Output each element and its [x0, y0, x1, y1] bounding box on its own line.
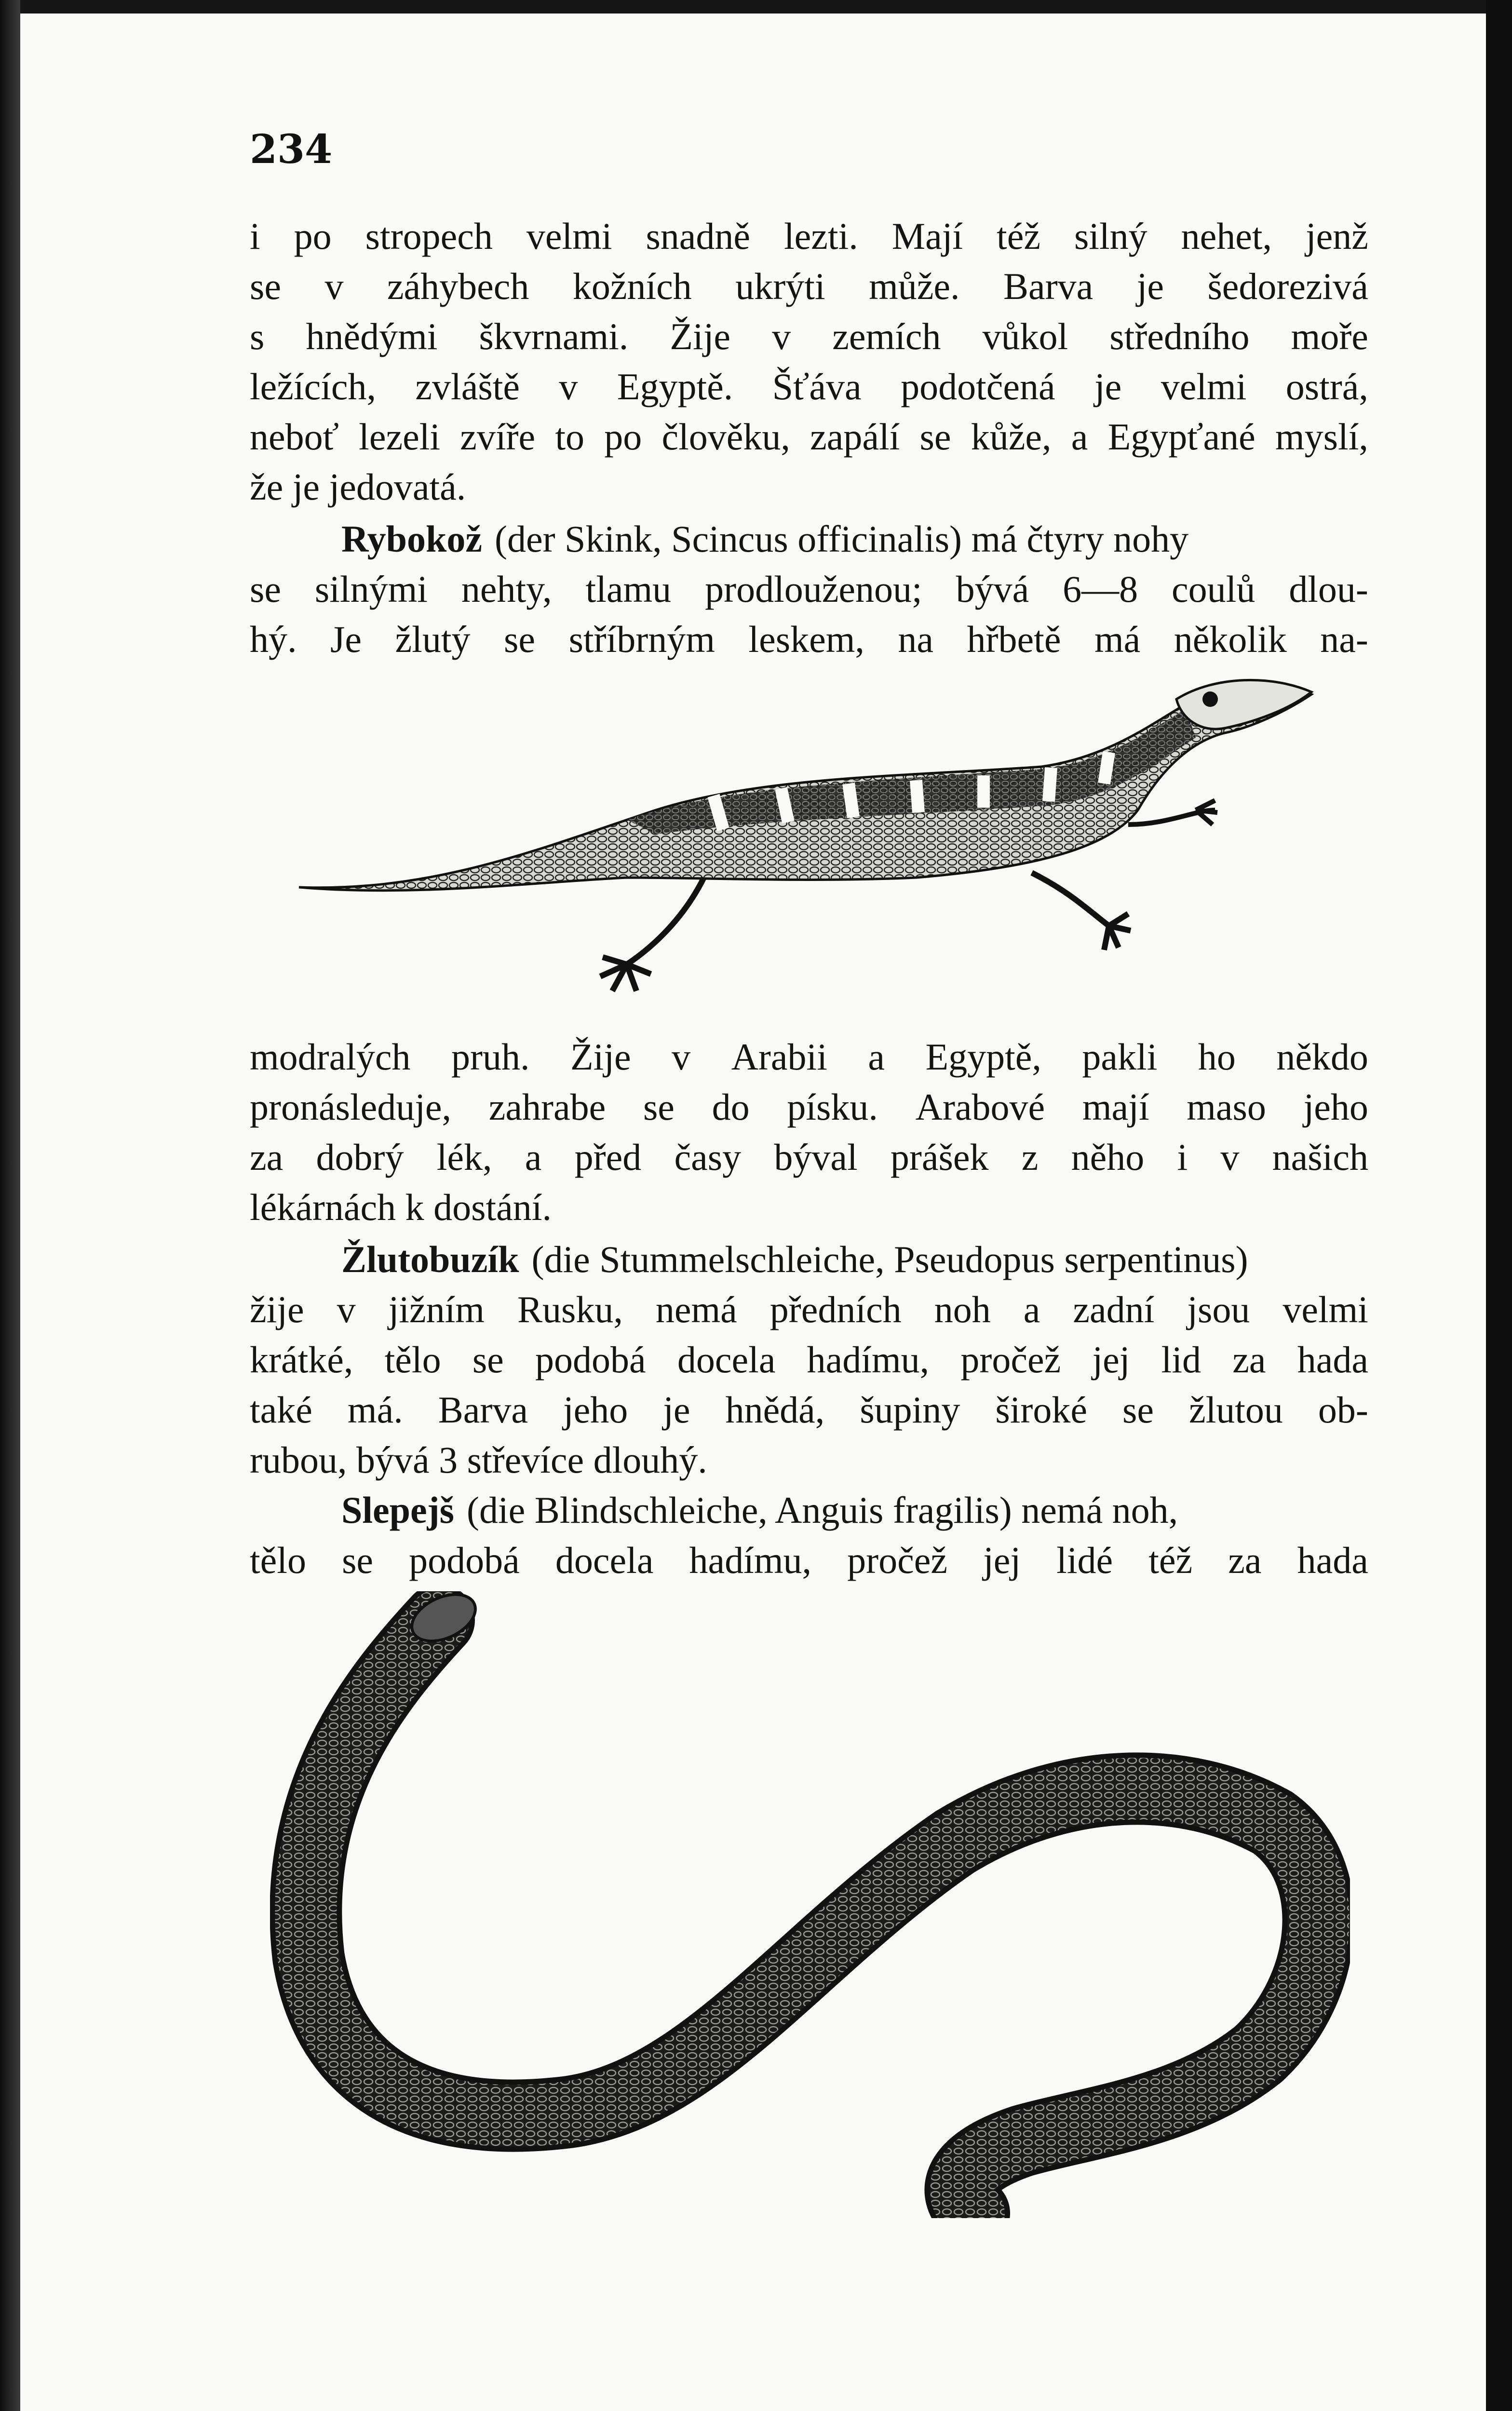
- word: ležících,: [250, 366, 376, 407]
- paragraph-zlutobuzik: [250, 1234, 1368, 1485]
- word: časy: [674, 1136, 742, 1178]
- word: také: [250, 1389, 312, 1431]
- word: předních: [770, 1288, 902, 1330]
- text-line: [250, 211, 1368, 261]
- text-line: [250, 1285, 1368, 1335]
- word: Mají: [891, 215, 963, 257]
- word: mají: [1082, 1086, 1149, 1128]
- word: Rusku,: [517, 1288, 623, 1330]
- word: neboť: [250, 416, 339, 458]
- word: je: [1136, 265, 1164, 307]
- word: na-: [1320, 618, 1368, 660]
- entry-heading-zlutobuzik: Žlutobuzík: [341, 1238, 519, 1280]
- word: jej: [983, 1539, 1021, 1581]
- word: před: [574, 1136, 642, 1178]
- text-line: lékárnách k dostání.: [250, 1186, 552, 1228]
- text-line: [250, 1234, 1368, 1285]
- text-line: [250, 1132, 1368, 1182]
- word: docela: [677, 1339, 776, 1381]
- word: hada: [1297, 1539, 1368, 1581]
- word: po: [604, 416, 642, 458]
- word: Arabii: [731, 1036, 827, 1078]
- word: ostrá,: [1285, 366, 1368, 407]
- word: v: [559, 366, 578, 407]
- word: lék,: [436, 1136, 492, 1178]
- word: myslí,: [1275, 416, 1368, 458]
- text-line: [250, 1335, 1368, 1385]
- word: záhybech: [387, 265, 529, 307]
- text-span: (die Blindschleiche, Anguis fragilis) nemá noh,: [467, 1489, 1178, 1531]
- word: se: [1122, 1389, 1154, 1431]
- word: velmi: [1161, 366, 1247, 407]
- word: šupiny: [860, 1389, 960, 1431]
- word: snadně: [646, 215, 751, 257]
- word: zadní: [1073, 1288, 1155, 1330]
- word: pronásleduje,: [250, 1086, 452, 1128]
- scan-right-edge: [1486, 0, 1512, 2411]
- word: po: [294, 215, 332, 257]
- word: nehet,: [1181, 215, 1272, 257]
- word: býval: [774, 1136, 858, 1178]
- word: moře: [1291, 315, 1368, 357]
- word: žlutou: [1188, 1389, 1283, 1431]
- text-line: [250, 1082, 1368, 1132]
- text-line: [250, 1535, 1368, 1585]
- word: se: [342, 1539, 374, 1581]
- word: a: [1071, 416, 1088, 458]
- skink-rear-leg-left: [600, 878, 704, 991]
- word: velmi: [1282, 1288, 1368, 1330]
- word: krátké,: [250, 1339, 353, 1381]
- skink-rear-leg-right: [1032, 873, 1131, 950]
- word: též: [997, 215, 1040, 257]
- word: široké: [995, 1389, 1087, 1431]
- word: maso: [1187, 1086, 1266, 1128]
- word: lid: [1161, 1339, 1201, 1381]
- entry-heading-slepejs: Slepejš: [341, 1489, 454, 1531]
- word: něho: [1071, 1136, 1145, 1178]
- word: s: [250, 315, 265, 357]
- word: se: [250, 568, 281, 610]
- word: hada: [1297, 1339, 1368, 1381]
- word: nehty,: [461, 568, 552, 610]
- word: ob-: [1318, 1389, 1368, 1431]
- text-line: [250, 514, 1368, 564]
- word: jeho: [1303, 1086, 1368, 1128]
- word: hadímu,: [807, 1339, 930, 1381]
- word: se: [643, 1086, 675, 1128]
- word: Barva: [1003, 265, 1094, 307]
- skink-head: [1176, 680, 1311, 729]
- word: je: [663, 1389, 690, 1431]
- word: hadímu,: [689, 1539, 812, 1581]
- word: silnými: [314, 568, 428, 610]
- paragraph-rybokoz-continued: [250, 1032, 1368, 1233]
- text-line: [250, 1385, 1368, 1435]
- word: i: [1177, 1136, 1188, 1178]
- word: žlutý: [395, 618, 471, 660]
- slow-worm-illustration: [270, 1591, 1350, 2218]
- word: je: [1094, 366, 1122, 407]
- word: leskem,: [748, 618, 864, 660]
- text-line: [250, 362, 1368, 412]
- word: i: [250, 215, 260, 257]
- word: noh: [934, 1288, 991, 1330]
- word: hnědými: [306, 315, 438, 357]
- word: Barva: [438, 1389, 528, 1431]
- word: lezeli: [359, 416, 441, 458]
- word: za: [1228, 1539, 1262, 1581]
- page-number: 234: [250, 126, 333, 173]
- word: nemá: [655, 1288, 737, 1330]
- skink-eye: [1202, 691, 1218, 707]
- word: dlou-: [1289, 568, 1368, 610]
- word: má: [1094, 618, 1141, 660]
- word: pakli: [1082, 1036, 1158, 1078]
- word: tělo: [384, 1339, 441, 1381]
- word: dobrý: [316, 1136, 404, 1178]
- word: v: [324, 265, 344, 307]
- word: jsou: [1187, 1288, 1250, 1330]
- word: pruh.: [451, 1036, 530, 1078]
- word: podotčená: [901, 366, 1055, 407]
- word: tlamu: [585, 568, 672, 610]
- word: pročež: [960, 1339, 1061, 1381]
- word: v: [772, 315, 791, 357]
- word: Šťáva: [772, 366, 862, 407]
- word: stropech: [365, 215, 493, 257]
- word: se: [472, 1339, 504, 1381]
- word: zvíře: [460, 416, 536, 458]
- word: to: [555, 416, 585, 458]
- word: několik: [1174, 618, 1287, 660]
- word: a: [868, 1036, 885, 1078]
- word: na: [898, 618, 934, 660]
- paragraph-continuation: [250, 211, 1368, 512]
- word: zvláště: [415, 366, 520, 407]
- word: někdo: [1276, 1036, 1368, 1078]
- word: v: [337, 1288, 356, 1330]
- text-line: že je jedovatá.: [250, 466, 466, 508]
- text-line: [250, 614, 1368, 664]
- word: se: [919, 416, 951, 458]
- word: bývá: [956, 568, 1029, 610]
- word: Je: [330, 618, 362, 660]
- text-line: [250, 564, 1368, 614]
- word: zapálí: [810, 416, 900, 458]
- text-span: (der Skink, Scincus officinalis) má čtyry nohy: [494, 518, 1189, 560]
- word: Žije: [670, 315, 731, 357]
- word: ukrýti: [735, 265, 825, 307]
- word: středního: [1109, 315, 1250, 357]
- word: Egyptě.: [617, 366, 733, 407]
- skink-illustration: [289, 665, 1321, 1032]
- word: docela: [555, 1539, 654, 1581]
- word: jenž: [1306, 215, 1368, 257]
- word: zahrabe: [488, 1086, 606, 1128]
- word: hý.: [250, 618, 297, 660]
- word: Arabové: [915, 1086, 1045, 1128]
- word: jižním: [388, 1288, 485, 1330]
- word: jej: [1092, 1339, 1130, 1381]
- word: pročež: [847, 1539, 947, 1581]
- scan-left-edge: [0, 0, 20, 2411]
- word: podobá: [409, 1539, 520, 1581]
- word: kožních: [572, 265, 692, 307]
- word: našich: [1272, 1136, 1368, 1178]
- word: za: [1232, 1339, 1266, 1381]
- word: též: [1148, 1539, 1193, 1581]
- word: Egyptě,: [925, 1036, 1041, 1078]
- word: v: [1220, 1136, 1240, 1178]
- word: coulů: [1172, 568, 1256, 610]
- word: žije: [250, 1288, 304, 1330]
- text-line: [250, 312, 1368, 362]
- text-span: (die Stummelschleiche, Pseudopus serpentinus): [531, 1238, 1248, 1280]
- word: člověku,: [662, 416, 790, 458]
- word: se: [504, 618, 536, 660]
- word: škvrnami.: [479, 315, 629, 357]
- word: silný: [1074, 215, 1148, 257]
- word: může.: [869, 265, 960, 307]
- word: a: [1023, 1288, 1040, 1330]
- word: v: [672, 1036, 691, 1078]
- word: velmi: [526, 215, 612, 257]
- word: prodlouženou;: [705, 568, 922, 610]
- word: lidé: [1056, 1539, 1113, 1581]
- text-line: [250, 1485, 1368, 1535]
- word: hřbetě: [967, 618, 1061, 660]
- word: modralých: [250, 1036, 411, 1078]
- word: vůkol: [982, 315, 1068, 357]
- text-line: rubou, bývá 3 střevíce dlouhý.: [250, 1439, 707, 1481]
- word: Egypťané: [1107, 416, 1256, 458]
- word: 6—8: [1063, 568, 1138, 610]
- word: podobá: [535, 1339, 646, 1381]
- word: Žije: [570, 1036, 631, 1078]
- word: ho: [1198, 1036, 1236, 1078]
- word: z: [1021, 1136, 1039, 1178]
- word: zemích: [832, 315, 941, 357]
- word: šedorezivá: [1207, 265, 1368, 307]
- word: hnědá,: [725, 1389, 825, 1431]
- word: má.: [347, 1389, 403, 1431]
- word: tělo: [250, 1539, 306, 1581]
- text-line: [250, 261, 1368, 312]
- word: do: [712, 1086, 750, 1128]
- word: prášek: [890, 1136, 989, 1178]
- word: písku.: [787, 1086, 878, 1128]
- paragraph-slepejs: [250, 1485, 1368, 1585]
- text-line: [250, 1032, 1368, 1082]
- entry-heading-rybokoz: Rybokož: [341, 518, 482, 560]
- word: lezti.: [784, 215, 858, 257]
- word: kůže,: [971, 416, 1052, 458]
- word: a: [525, 1136, 542, 1178]
- text-line: [250, 412, 1368, 462]
- word: jeho: [563, 1389, 628, 1431]
- paragraph-rybokoz: [250, 514, 1368, 664]
- word: se: [250, 265, 281, 307]
- word: stříbrným: [568, 618, 715, 660]
- word: za: [250, 1136, 284, 1178]
